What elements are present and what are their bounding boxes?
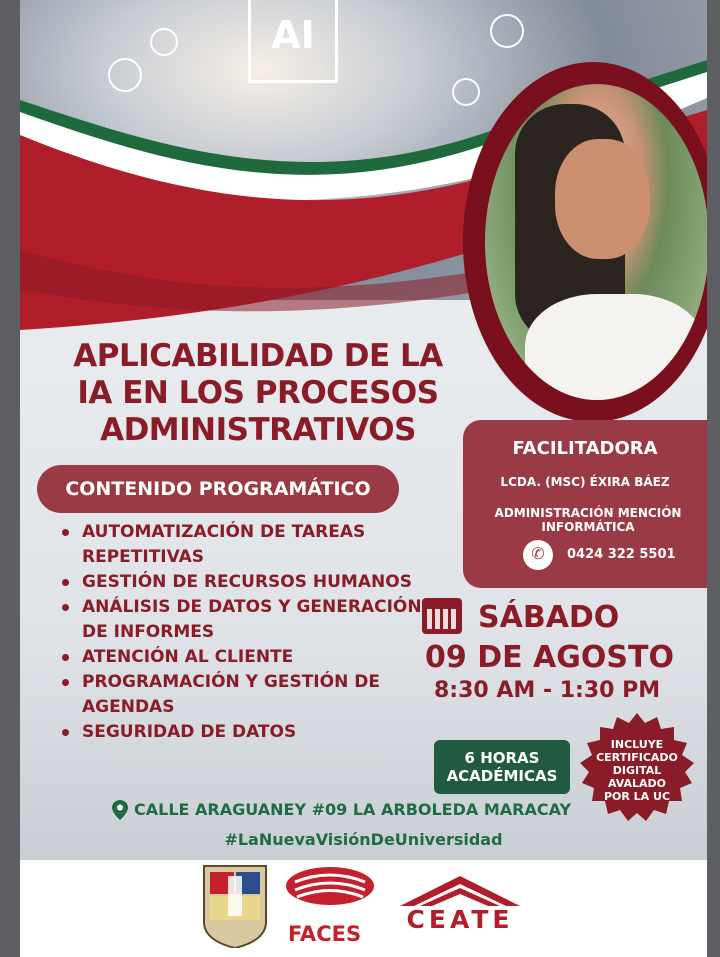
certificate-line: AVALADO xyxy=(607,777,667,790)
hours-badge xyxy=(434,740,570,794)
list-item: SEGURIDAD DE DATOS xyxy=(60,720,430,745)
hours-line: ACADÉMICAS xyxy=(446,767,558,785)
facilitator-degree: ADMINISTRACIÓN MENCIÓN INFORMÁTICA xyxy=(494,506,682,534)
title-line: APLICABILIDAD DE LA xyxy=(73,338,443,374)
certificate-text xyxy=(578,738,696,803)
title-line: ADMINISTRATIVOS xyxy=(100,412,416,448)
facilitator-title: FACILITADORA xyxy=(512,438,658,459)
event-title xyxy=(58,338,458,449)
list-item: GESTIÓN DE RECURSOS HUMANOS xyxy=(60,570,430,595)
facilitator-name: LCDA. (MSC) ÉXIRA BÁEZ xyxy=(500,475,670,489)
certificate-line: DIGITAL xyxy=(612,764,662,777)
event-time: 8:30 AM - 1:30 PM xyxy=(434,678,661,703)
event-day: SÁBADO xyxy=(478,600,620,635)
list-item: PROGRAMACIÓN Y GESTIÓN DE AGENDAS xyxy=(60,670,430,720)
event-date: 09 DE AGOSTO xyxy=(425,640,674,675)
list-item: AUTOMATIZACIÓN DE TAREAS REPETITIVAS xyxy=(60,520,430,570)
photo-face xyxy=(555,139,650,259)
ai-chip-icon: AI xyxy=(248,0,338,83)
list-item: ANÁLISIS DE DATOS Y GENERACIÓN DE INFORMES xyxy=(60,595,430,645)
facilitator-box xyxy=(463,420,707,588)
phone-icon: ✆ xyxy=(523,540,553,570)
content-heading: CONTENIDO PROGRAMÁTICO xyxy=(37,465,399,513)
facilitator-photo xyxy=(485,84,707,400)
list-item: ATENCIÓN AL CLIENTE xyxy=(60,645,430,670)
calendar-icon xyxy=(422,598,462,634)
event-address: CALLE ARAGUANEY #09 LA ARBOLEDA MARACAY xyxy=(134,800,572,819)
faces-logo-text: FACES xyxy=(288,922,362,946)
hashtag: #LaNuevaVisiónDeUniversidad xyxy=(224,830,503,849)
facilitator-phone: 0424 322 5501 xyxy=(567,547,676,562)
photo-shirt xyxy=(525,294,705,400)
certificate-line: CERTIFICADO xyxy=(596,751,678,764)
university-crest-logo xyxy=(202,864,268,948)
certificate-line: POR LA UC xyxy=(603,790,671,803)
ceate-logo-text: CEATE xyxy=(406,905,514,934)
title-line: IA EN LOS PROCESOS xyxy=(77,375,439,411)
event-poster xyxy=(20,0,707,957)
faces-logo-icon xyxy=(285,866,375,906)
hours-line: 6 HORAS xyxy=(464,749,540,767)
certificate-line: INCLUYE xyxy=(610,738,664,751)
location-pin-icon xyxy=(112,800,128,820)
content-list xyxy=(60,520,430,745)
